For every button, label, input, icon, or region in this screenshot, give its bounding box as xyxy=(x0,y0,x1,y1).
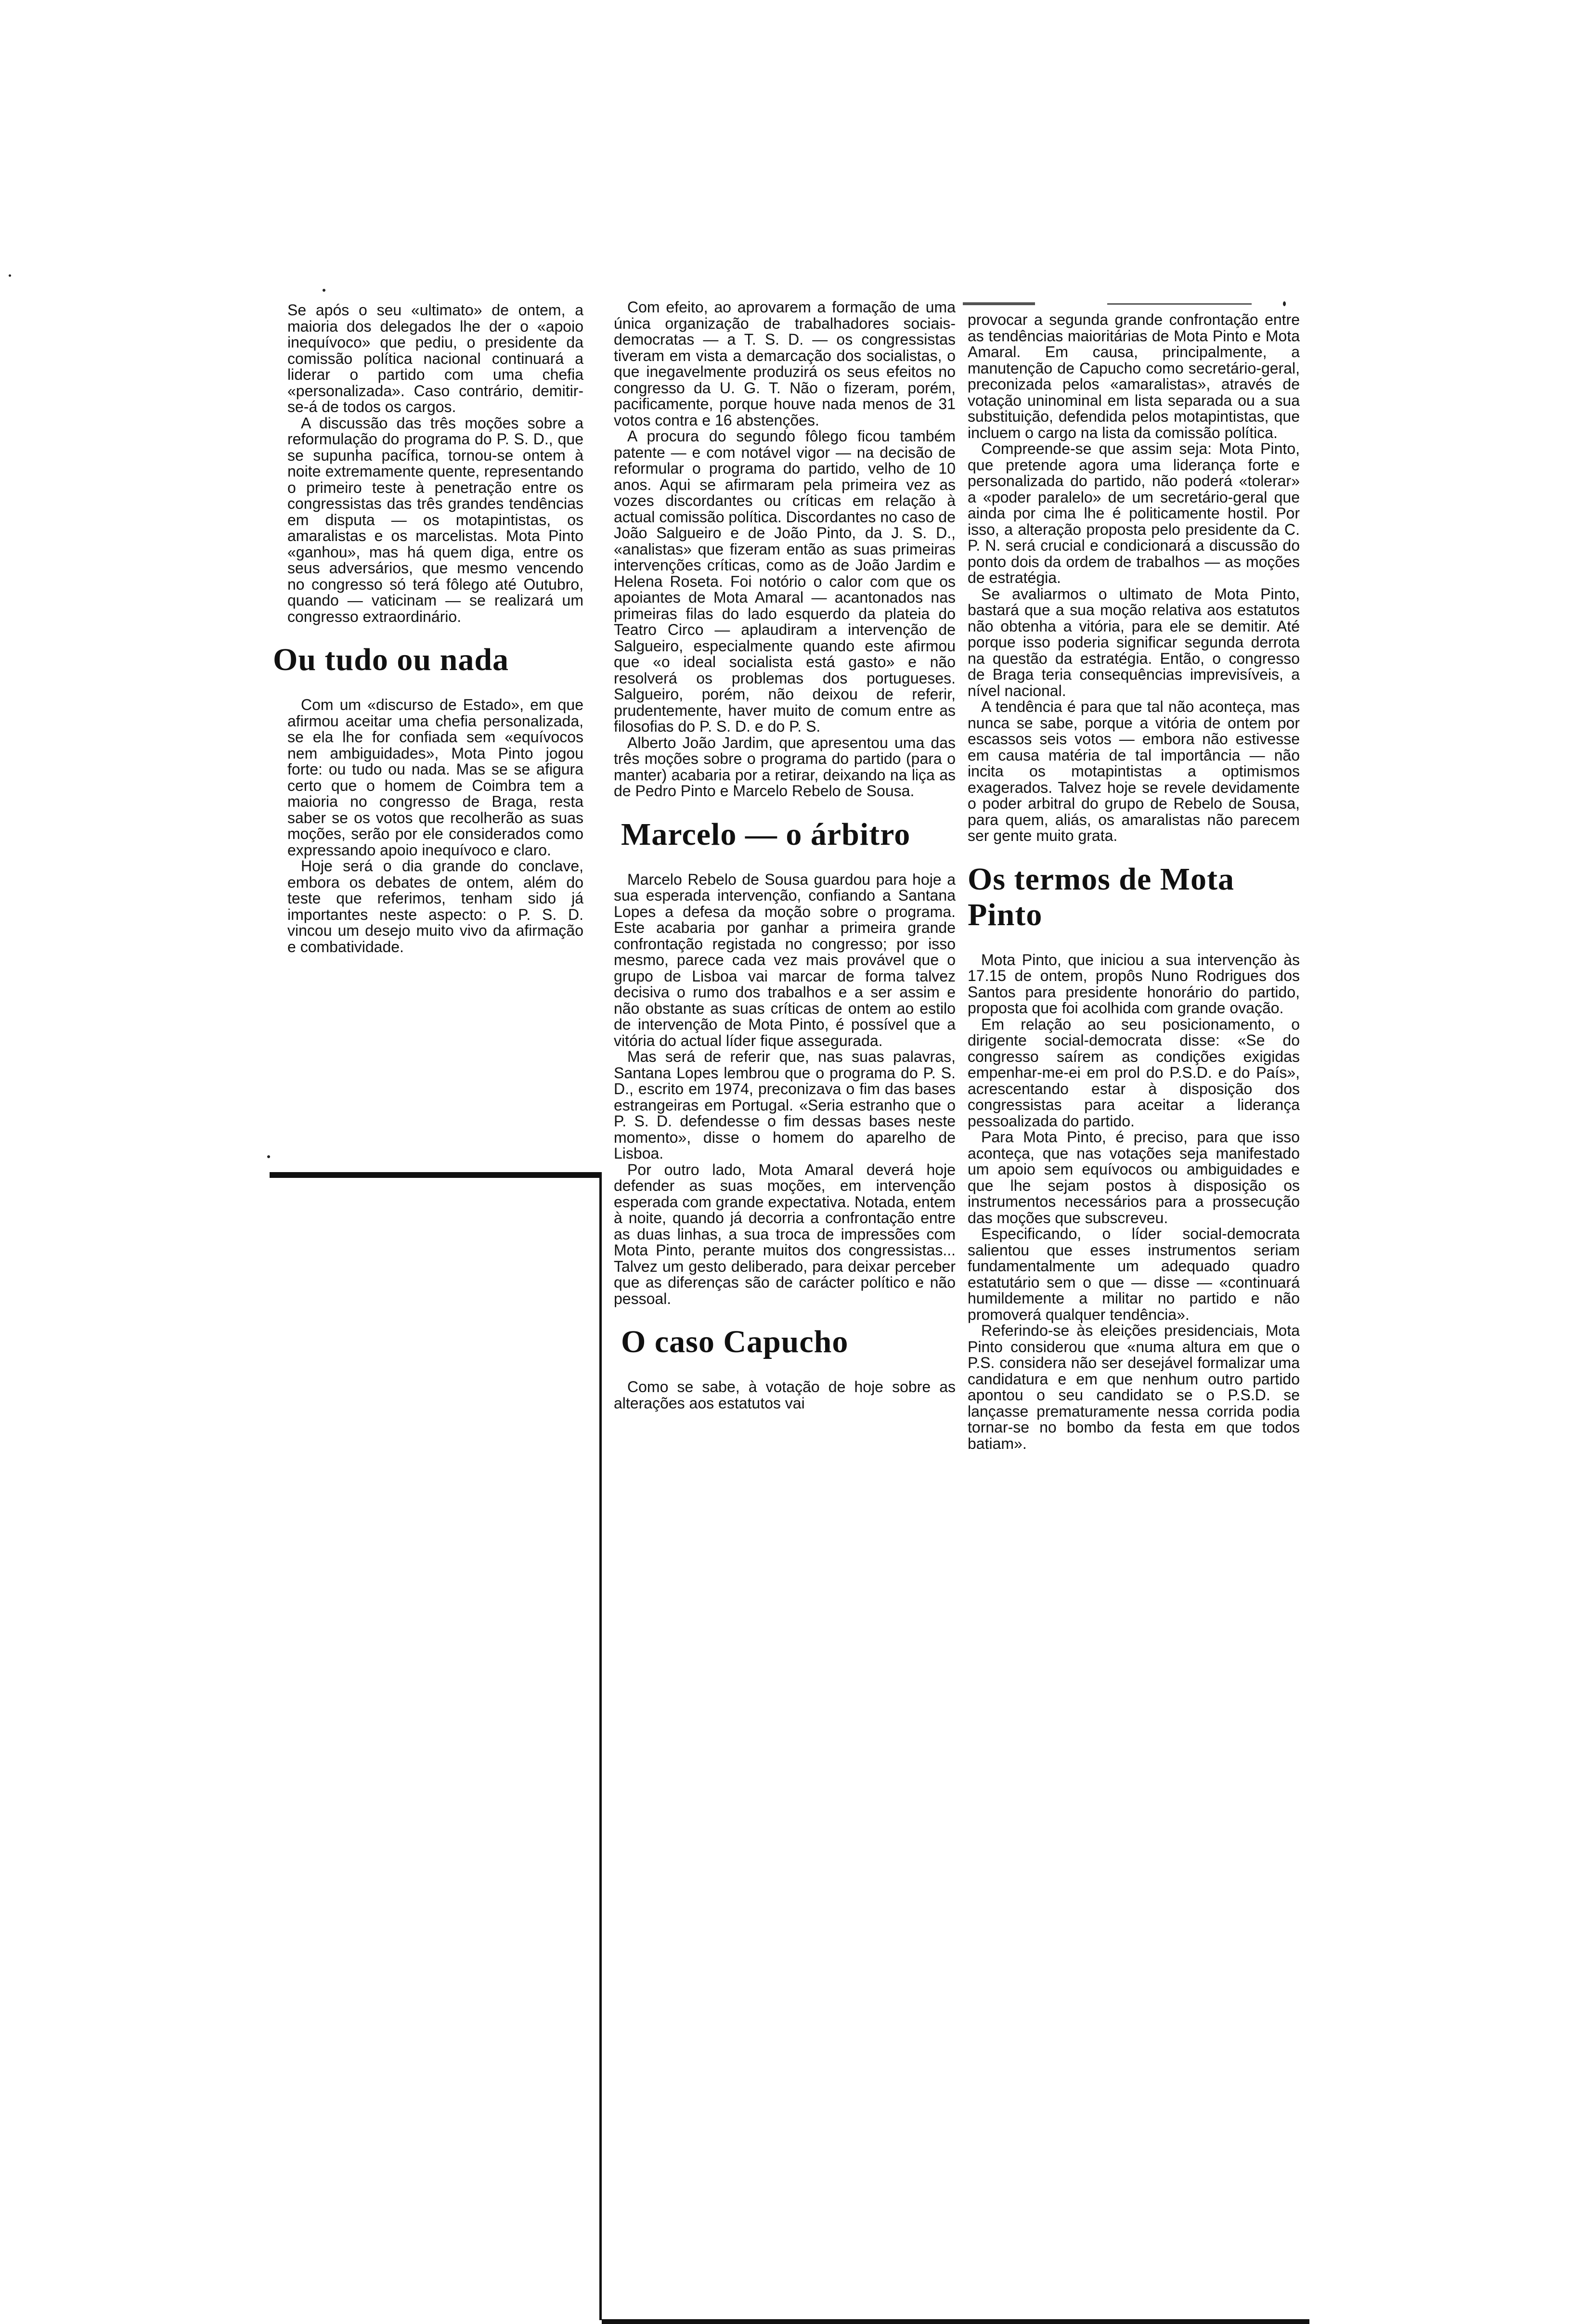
paragraph: Para Mota Pinto, é preciso, para que isso aconteça, que nas votações seja manifestado um apoio sem equívocos ou ambiguidades e que lhe sejam postos à disposição os instrumentos necessários para a prossecução das moções que subscreveu. xyxy=(968,1128,1300,1227)
section-heading-o-caso-capucho: O caso Capucho xyxy=(621,1324,849,1359)
scan-speck xyxy=(1283,301,1286,306)
clipping-bottom-rule xyxy=(602,2319,1309,2324)
paragraph: Como se sabe, à votação de hoje sobre as alterações aos estatutos vai xyxy=(614,1378,956,1412)
scan-speck xyxy=(323,289,325,292)
paragraph: Com um «discurso de Estado», em que afirmou aceitar uma chefia personalizada, se ela lhe for confiada sem «equívocos nem ambiguidades», Mota Pinto jogou forte: ou tudo ou nada. Mas se se afigura certo que o homem de Coimbra tem a maioria no congresso de Braga, resta saber se os votos que recolherão as suas moções, serão por ele considerados como expressando apoio inequívoco e claro. xyxy=(287,696,583,859)
clipping-edge-rule xyxy=(599,1175,602,2320)
scan-speck xyxy=(9,274,11,277)
paragraph: Por outro lado, Mota Amaral deverá hoje defender as suas moções, em intervenção esperada com grande expectativa. Notada, entem à noite, quando já decorria a confrontação entre as duas linhas, a sua troca de impressões com Mota Pinto, perante muitos dos congressistas... Talvez um gesto deliberado, para deixar perceber que as diferenças são de carácter político e não pessoal. xyxy=(614,1161,956,1307)
paragraph: Em relação ao seu posicionamento, o dirigente social-democrata disse: «Se do congresso saírem as condições exigidas empenhar-me-ei em prol do P.S.D. e do País», acrescentando estar à disposição dos congressistas para aceitar a liderança pessoalizada do partido. xyxy=(968,1015,1300,1130)
paragraph: Compreende-se que assim seja: Mota Pinto, que pretende agora uma liderança forte e personalizada do partido, não poderá «tolerar» a «poder paralelo» de um secretário-geral que ainda por cima lhe é politicamente hostil. Por isso, a alteração proposta pelo presidente da C. P. N. será crucial e condicionará a discussão do ponto dois da ordem de trabalhos — as moções de estratégia. xyxy=(968,440,1300,586)
article-column-1 xyxy=(273,301,583,955)
section-heading-os-termos-de-mota-pinto: Os termos de Mota Pinto xyxy=(968,861,1235,932)
paragraph: Se avaliarmos o ultimato de Mota Pinto, bastará que a sua moção relativa aos estatutos não obtenha a vitória, para ele se demitir. Até porque isso poderia significar segunda derrota na questão da estratégia. Então, o congresso de Braga teria consequências imprevisíveis, a nível nacional. xyxy=(968,585,1300,699)
clipping-edge-rule xyxy=(270,1172,602,1178)
article-column-2 xyxy=(614,299,956,1411)
scan-speck xyxy=(267,1155,270,1158)
paragraph: Especificando, o líder social-democrata salientou que esses instrumentos seriam fundamentalmente um adequado quadro estatutário sem o que — disse — «continuará humildemente a militar no partido e não promoverá qualquer tendência». xyxy=(968,1225,1300,1323)
paragraph: Mota Pinto, que iniciou a sua intervenção às 17.15 de ontem, propôs Nuno Rodrigues dos Santos para presidente honorário do partido, proposta que foi acolhida com grande ovação. xyxy=(968,951,1300,1017)
paragraph: A tendência é para que tal não aconteça, mas nunca se sabe, porque a vitória de ontem por escassos seis votos — embora não estivesse em causa matéria de tal importância — não incita os motapintistas a optimismos exagerados. Talvez hoje se revele devidamente o poder arbitral do grupo de Rebelo de Sousa, para quem, aliás, os amaralistas não parecem ser gente muito grata. xyxy=(968,698,1300,844)
clipping-top-rule xyxy=(963,302,1035,305)
paragraph: provocar a segunda grande confrontação entre as tendências maioritárias de Mota Pinto e Mota Amaral. Em causa, principalmente, a manutenção de Capucho como secretário-geral, preconizada pelos «amaralistas», através de votação uninominal em lista separada ou a sua substituição, defendida pelos motapintistas, que incluem o cargo na lista da comissão política. xyxy=(968,311,1300,441)
paragraph: Mas será de referir que, nas suas palavras, Santana Lopes lembrou que o programa do P. S. D., escrito em 1974, preconizava o fim das bases estrangeiras em Portugal. «Seria estranho que o P. S. D. defendesse o fim dessas bases neste momento», disse o homem do aparelho de Lisboa. xyxy=(614,1048,956,1162)
paragraph: A discussão das três moções sobre a reformulação do programa do P. S. D., que se supunha pacífica, tornou-se ontem à noite extremamente quente, representando o primeiro teste à penetração entre os congressistas das três grandes tendências em disputa — os motapintistas, os amaralistas e os marcelistas. Mota Pinto «ganhou», mas há quem diga, entre os seus adversários, que mesmo vencendo no congresso só terá fôlego até Outubro, quando — vaticinam — se realizará um congresso extraordinário. xyxy=(287,414,583,625)
clipping-top-rule xyxy=(1107,303,1252,305)
paragraph: Marcelo Rebelo de Sousa guardou para hoje a sua esperada intervenção, confiando a Santana Lopes a defesa da moção sobre o programa. Este acabaria por ganhar a primeira grande confrontação registada no congresso; por isso mesmo, parece cada vez mais provável que o grupo de Lisboa vai marcar de forma talvez decisiva o rumo dos trabalhos e a ser assim e não obstante as suas críticas de ontem ao estilo de intervenção de Mota Pinto, é possível que a vitória do actual líder fique assegurada. xyxy=(614,870,956,1049)
section-heading-ou-tudo-ou-nada: Ou tudo ou nada xyxy=(273,642,509,677)
article-column-3 xyxy=(968,312,1300,1452)
paragraph: Com efeito, ao aprovarem a formação de uma única organização de trabalhadores sociais-democratas — a T. S. D. — os congressistas tiveram em vista a demarcação dos socialistas, o que inegavelmente produzirá os seus efeitos no congresso da U. G. T. Não o fizeram, porém, pacificamente, porque houve nada menos de 31 votos contra e 16 abstenções. xyxy=(614,298,956,429)
section-heading-marcelo-o-arbitro: Marcelo — o árbitro xyxy=(621,816,911,852)
paragraph: Hoje será o dia grande do conclave, embora os debates de ontem, além do teste que referimos, tenham sido já importantes neste aspecto: o P. S. D. vincou um desejo muito vivo da afirmação e combatividade. xyxy=(287,857,583,955)
paragraph: A procura do segundo fôlego ficou também patente — e com notável vigor — na decisão de reformular o programa do partido, velho de 10 anos. Aqui se afirmaram pela primeira vez as vozes discordantes ou críticas em relação à actual comissão política. Discordantes no caso de João Salgueiro e de João Pinto, da J. S. D., «analistas» que fizeram então as suas primeiras intervenções críticas, como as de João Jardim e Helena Roseta. Foi notório o calor com que os apoiantes de Mota Amaral — acantonados nas primeiras filas do lado esquerdo da plateia do Teatro Circo — aplaudiram a intervenção de Salgueiro, especialmente quando este afirmou que «o ideal socialista está gasto» e não resolverá os problemas dos portugueses. Salgueiro, porém, não deixou de referir, prudentemente, haver muito de comum entre as filosofias do P. S. D. e do P. S. xyxy=(614,427,956,735)
paragraph: Alberto João Jardim, que apresentou uma das três moções sobre o programa do partido (para o manter) acabaria por a retirar, deixando na liça as de Pedro Pinto e Marcelo Rebelo de Sousa. xyxy=(614,734,956,800)
paragraph: Se após o seu «ultimato» de ontem, a maioria dos delegados lhe der o «apoio inequívoco» que pediu, o presidente da comissão política nacional continuará a liderar o partido com uma chefia «personalizada». Caso contrário, demitir-se-á de todos os cargos. xyxy=(287,301,583,415)
paragraph: Referindo-se às eleições presidenciais, Mota Pinto considerou que «numa altura em que o P.S. considera não ser desejável formalizar uma candidatura e em que nenhum outro partido apontou o seu candidato se o P.S.D. se lançasse prematuramente nessa corrida podia tornar-se no bombo da festa em que todos batiam». xyxy=(968,1322,1300,1452)
